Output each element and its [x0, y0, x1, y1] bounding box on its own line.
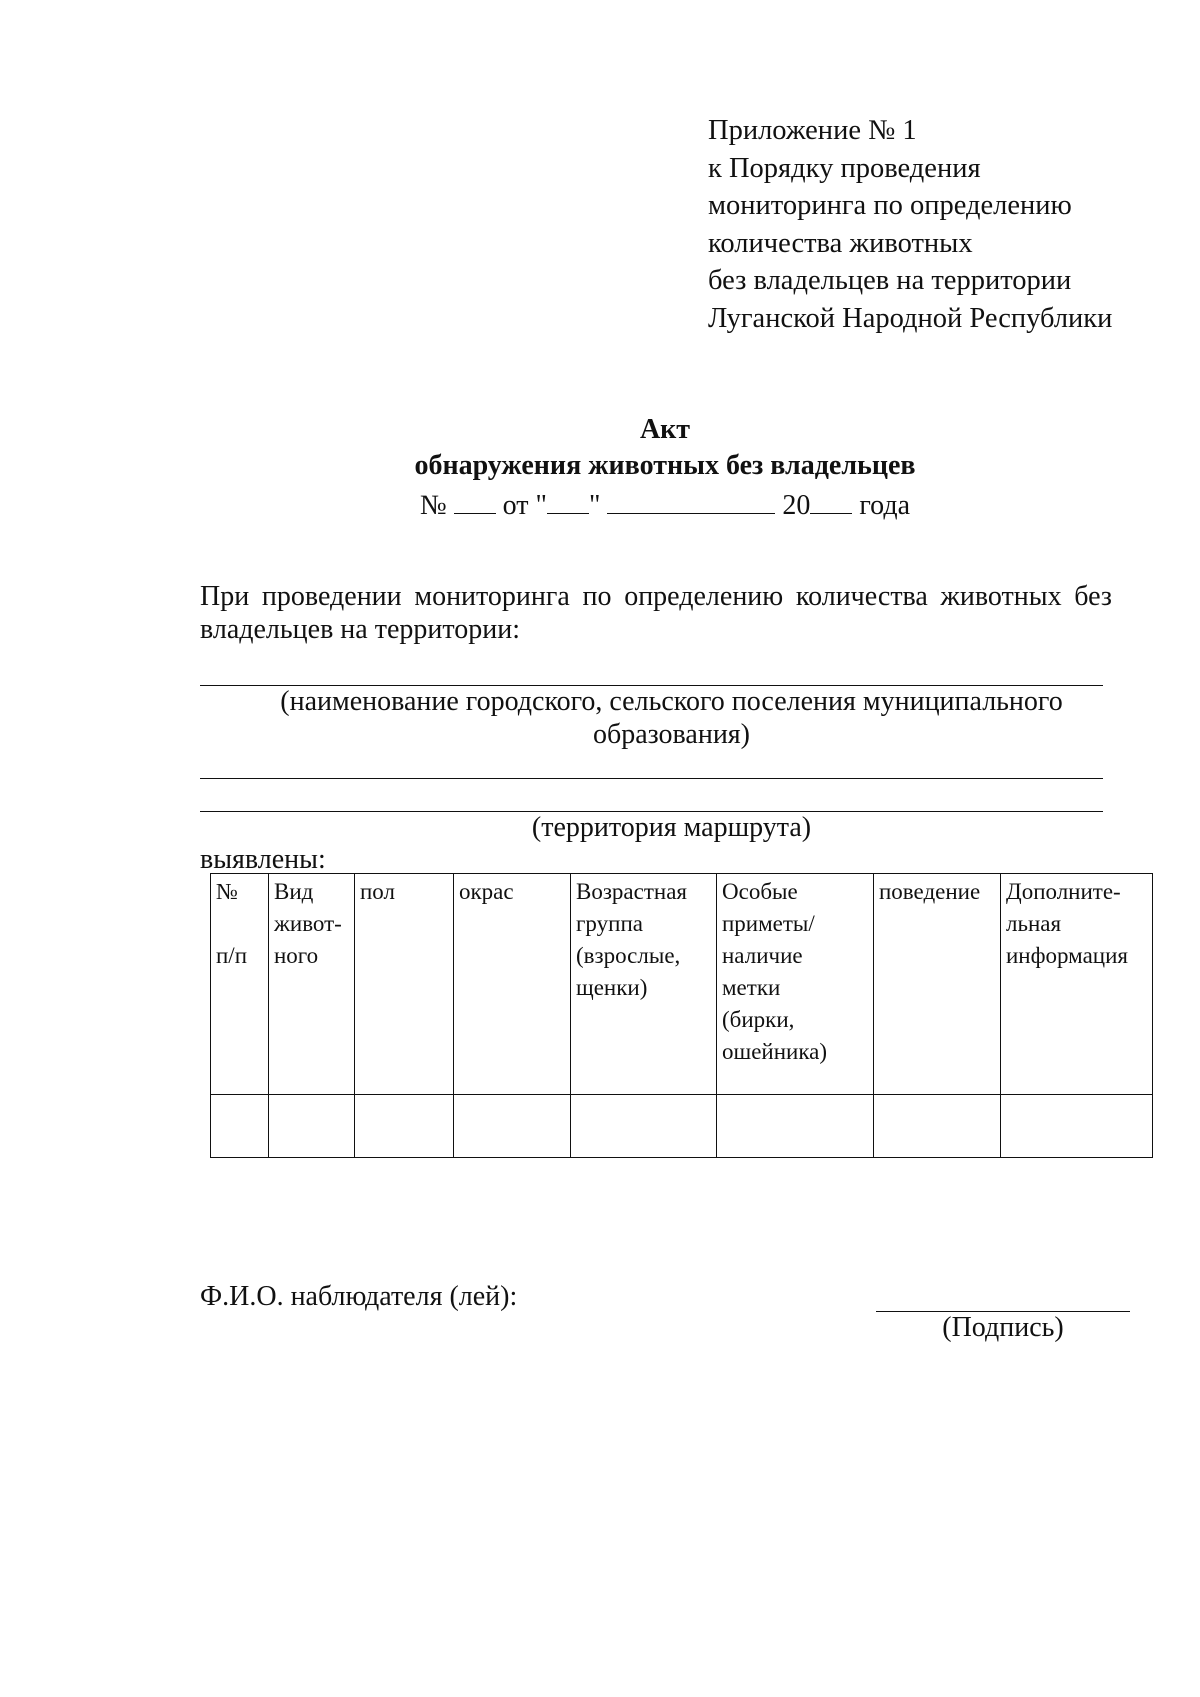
- from-word: от ": [502, 490, 547, 521]
- year-blank[interactable]: [810, 491, 852, 514]
- table-header-row: [211, 874, 1153, 1095]
- table-cell[interactable]: [211, 1095, 269, 1158]
- table-cell[interactable]: [717, 1095, 874, 1158]
- intro-paragraph: При проведении мониторинга по определению количества животных без владельцев на территории:: [200, 581, 1112, 645]
- act-title-subject: обнаружения животных без владельцев: [414, 450, 916, 481]
- day-blank[interactable]: [547, 491, 589, 514]
- route-caption: (территория маршрута): [531, 812, 812, 843]
- header-sex: пол: [355, 874, 454, 1095]
- animals-table: [210, 873, 1153, 1158]
- observer-label: Ф.И.О. наблюдателя (лей):: [200, 1281, 518, 1312]
- year-prefix: 20: [782, 490, 811, 521]
- act-title-word: Акт: [639, 414, 691, 445]
- table-cell[interactable]: [269, 1095, 355, 1158]
- table-cell[interactable]: [355, 1095, 454, 1158]
- act-title: [0, 412, 1200, 524]
- appendix-line: количества животных: [708, 227, 973, 259]
- table-cell[interactable]: [571, 1095, 717, 1158]
- header-special-marks: Особые приметы/ наличие метки (бирки, ошейника): [717, 874, 874, 1095]
- route-fill-line-1[interactable]: [200, 778, 1103, 779]
- header-age-group: Возрастная группа (взрослые, щенки): [571, 874, 717, 1095]
- header-animal-type: Вид живот- ного: [269, 874, 355, 1095]
- quote-close: ": [588, 490, 601, 521]
- number-sign: №: [419, 490, 447, 521]
- table-cell[interactable]: [1001, 1095, 1153, 1158]
- settlement-caption: (наименование городского, сельского поселения муниципального образования): [280, 686, 1063, 750]
- appendix-header: [708, 112, 1112, 337]
- appendix-line: к Порядку проведения: [708, 152, 981, 184]
- header-color: окрас: [454, 874, 571, 1095]
- found-label: выявлены:: [200, 844, 326, 875]
- table-row: [211, 1095, 1153, 1158]
- appendix-line: без владельцев на территории: [708, 265, 1072, 296]
- year-word: года: [859, 490, 911, 521]
- signature-caption: (Подпись): [942, 1312, 1064, 1343]
- appendix-line: мониторинга по определению: [708, 190, 1072, 221]
- header-number: № п/п: [211, 874, 269, 1095]
- appendix-line: Луганской Народной Республики: [708, 302, 1113, 334]
- header-behavior: поведение: [874, 874, 1001, 1095]
- act-number-line: [0, 488, 1200, 524]
- table-cell[interactable]: [454, 1095, 571, 1158]
- month-blank[interactable]: [607, 491, 775, 514]
- header-additional-info: Дополните- льная информация: [1001, 874, 1153, 1095]
- appendix-line: Приложение № 1: [708, 115, 917, 146]
- table-cell[interactable]: [874, 1095, 1001, 1158]
- act-number-blank[interactable]: [454, 491, 496, 514]
